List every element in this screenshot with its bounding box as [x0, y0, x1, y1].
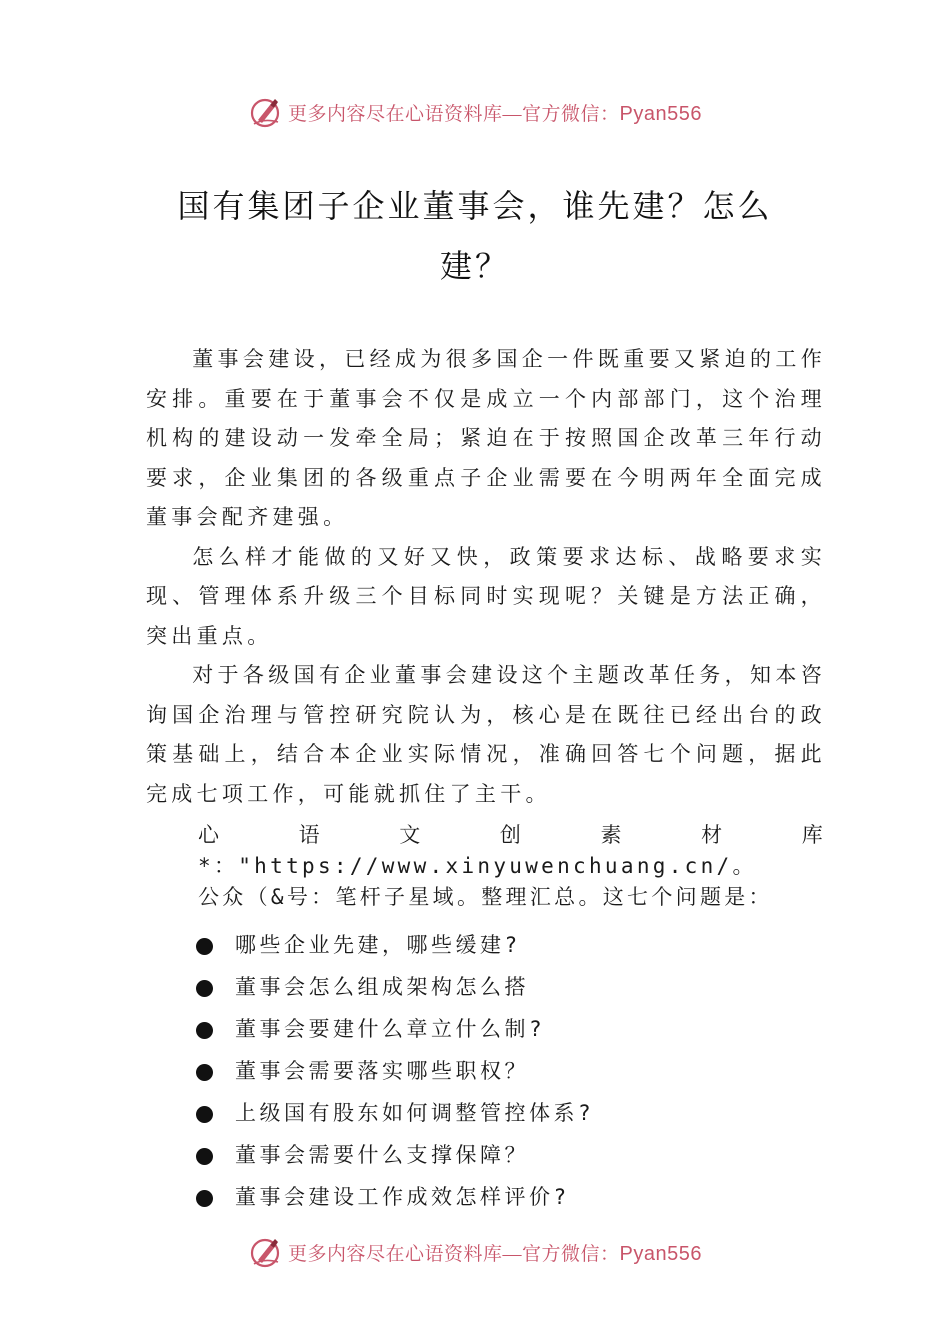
- bullet-icon: [196, 1064, 213, 1081]
- bullet-icon: [196, 1190, 213, 1207]
- list-item: 上级国有股东如何调整管控体系?: [146, 1093, 826, 1135]
- banner-text: 更多内容尽在心语资料库—官方微信：Pyan556: [288, 102, 702, 125]
- paragraph: 董事会建设，已经成为很多国企一件既重要又紧迫的工作安排。重要在于董事会不仅是成立一个内部部门，这个治理机构的建设动一发牵全局；紧迫在于按照国企改革三年行动要求，企业集团的各级重点子企业需要在今明两年全面完成董事会配齐建强。: [146, 347, 826, 529]
- list-item: 董事会需要什么支撑保障？: [146, 1135, 826, 1177]
- bullet-icon: [196, 980, 213, 997]
- banner-text: 更多内容尽在心语资料库—官方微信：Pyan556: [288, 1242, 702, 1265]
- pen-logo-icon: [248, 1234, 284, 1270]
- list-item: 哪些企业先建，哪些缓建?: [146, 925, 826, 967]
- paragraph: 对于各级国有企业董事会建设这个主题改革任务，知本咨询国企治理与管控研究院认为，核心是在既往已经出台的政策基础上，结合本企业实际情况，准确回答七个问题，据此完成七项工作，可能就抓住了主干。: [146, 663, 826, 806]
- wechat-id: Pyan556: [619, 1242, 702, 1265]
- wechat-id: Pyan556: [619, 102, 702, 125]
- article-body: [146, 340, 826, 1219]
- source-line: 心语文创素材库*："https://www.xinyuwenchuang.cn/。: [198, 823, 826, 878]
- pen-logo-icon: [248, 94, 284, 130]
- bullet-icon: [196, 1022, 213, 1039]
- source-line: 公众（&号：笔杆子星域。整理汇总。这七个问题是：: [198, 885, 773, 909]
- question-list: [146, 925, 826, 1219]
- list-item: 董事会要建什么章立什么制?: [146, 1009, 826, 1051]
- page-title: 国有集团子企业董事会，谁先建？怎么 建？: [177, 187, 773, 285]
- footer-banner: [0, 1232, 950, 1272]
- list-item: 董事会怎么组成架构怎么搭: [146, 967, 826, 1009]
- bullet-icon: [196, 1148, 213, 1165]
- bullet-icon: [196, 1106, 213, 1123]
- list-item: 董事会建设工作成效怎样评价?: [146, 1177, 826, 1219]
- bullet-icon: [196, 938, 213, 955]
- header-banner: [0, 92, 950, 132]
- paragraph: 怎么样才能做的又好又快，政策要求达标、战略要求实现、管理体系升级三个目标同时实现呢？关键是方法正确， 突出重点。: [146, 544, 826, 648]
- list-item: 董事会需要落实哪些职权？: [146, 1051, 826, 1093]
